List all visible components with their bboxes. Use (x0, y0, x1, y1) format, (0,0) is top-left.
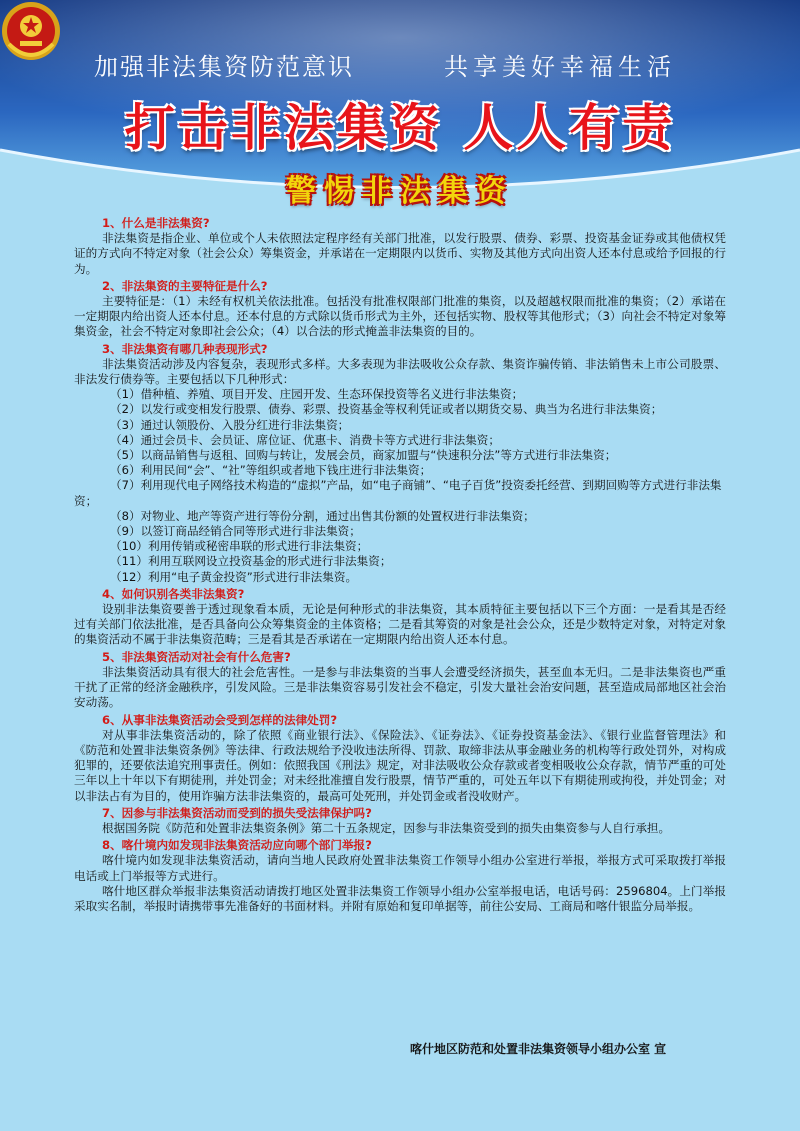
list-item: （8）对物业、地产等资产进行等份分割，通过出售其份额的处置权进行非法集资； (110, 508, 535, 523)
section-8-text-2: 喀什地区群众举报非法集资活动请拨打地区处置非法集资工作领导小组办公室举报电话，电话号码：2596804。上门举报采取实名制，举报时请携带事先准备好的书面材料。并附有原始和复印单据等，前往公安局、工商局和喀什银监分局举报。 (74, 883, 726, 913)
issuer-signature: 喀什地区防范和处置非法集资领导小组办公室 宣 (410, 1042, 667, 1056)
section-8-text: 喀什境内如发现非法集资活动，请向当地人民政府处置非法集资工作领导小组办公室进行举报，举报方式可采取拨打举报电话或上门举报等方式进行。 (74, 853, 726, 883)
section-4-title: 4、如何识别各类非法集资? (102, 586, 245, 601)
section-3-text: 非法集资活动涉及内容复杂，表现形式多样。大多表现为非法吸收公众存款、集资诈骗传销、非法销售未上市公司股票、非法发行债券等。主要包括以下几种形式： (74, 356, 726, 387)
list-item: （6）利用民间“会”、“社”等组织或者地下钱庄进行非法集资； (110, 463, 432, 478)
list-item: （10）利用传销或秘密串联的形式进行非法集资； (110, 539, 369, 554)
list-item: （2）以发行或变相发行股票、债券、彩票、投资基金等权利凭证或者以期货交易、典当为名进行非法集资； (110, 402, 663, 417)
section-7-title: 7、因参与非法集资活动而受到的损失受法律保护吗? (102, 805, 372, 820)
section-8-title: 8、喀什境内如发现非法集资活动应向哪个部门举报? (102, 838, 372, 853)
section-5-text: 非法集资活动具有很大的社会危害性。一是参与非法集资的当事人会遭受经济损失，甚至血本无归。二是非法集资也严重干扰了正常的经济金融秩序，引发风险。三是非法集资容易引发社会不稳定，引发大量社会治安问题，甚至造成局部地区社会治安动荡。 (74, 664, 726, 710)
header-banner (0, 0, 800, 215)
list-item: （3）通过认领股份、入股分红进行非法集资； (110, 417, 350, 432)
list-item: （9）以签订商品经销合同等形式进行非法集资； (110, 524, 361, 539)
list-item: （7）利用现代电子网络技术构造的“虚拟”产品，如“电子商铺”、“电子百货”投资委托经营、到期回购等方式进行非法集资； (74, 478, 722, 508)
list-item: （5）以商品销售与返租、回购与转让，发展会员，商家加盟与“快速积分法”等方式进行非法集资； (110, 448, 617, 463)
section-6-text: 对从事非法集资活动的，除了依照《商业银行法》、《保险法》、《证券法》、《证券投资基金法》、《银行业监督管理法》和《防范和处置非法集资条例》等法律、行政法规给予没收违法所得、罚款、取缔非法从事金融业务的机构等行政处罚外，对构成犯罪的，还要依法追究刑事责任。例如：依照我国《刑法》规定，对非法吸收公众存款或者变相吸收公众存款，情节严重的可处三年以上十年以下有期徒刑，并处罚金；对未经批准擅自发行股票，情节严重的，可处五年以下有期徒刑或拘役，并处罚金；对以非法占有为目的，使用诈骗方法非法集资的，最高可处死刑，并处罚金或者没收财产。 (74, 727, 726, 803)
list-item: （11）利用互联网设立投资基金的形式进行非法集资； (110, 554, 392, 569)
section-1-text: 非法集资是指企业、单位或个人未依照法定程序经有关部门批准，以发行股票、债券、彩票、投资基金证券或其他债权凭证的方式向不特定对象（社会公众）筹集资金，并承诺在一定期限内以货币、实物及其他方式向出资人还本付息或给予回报的行为。 (74, 231, 726, 276)
section-2-title: 2、非法集资的主要特征是什么? (102, 278, 268, 293)
police-emblem-icon (0, 0, 62, 62)
section-1-title: 1、什么是非法集资? (102, 216, 210, 230)
section-2-text: 主要特征是：（1）未经有权机关依法批准。包括没有批准权限部门批准的集资，以及超越权限而批准的集资；（2）承诺在一定期限内给出资人还本付息。还本付息的方式除以货币形式为主外，还包括实物、股权等其他形式；（3）向社会不特定对象筹集资金，社会不特定对象即社会公众；（4）以合法的形式掩盖非法集资的目的。 (74, 294, 726, 339)
section-3-title: 3、非法集资有哪几种表现形式? (102, 341, 268, 356)
list-item: （4）通过会员卡、会员证、席位证、优惠卡、消费卡等方式进行非法集资； (110, 432, 500, 447)
section-6-title: 6、从事非法集资活动会受到怎样的法律处罚? (102, 712, 338, 727)
sub-title: 警惕非法集资 (286, 174, 514, 209)
section-4-text: 设别非法集资要善于透过现象看本质，无论是何种形式的非法集资，其本质特征主要包括以下三个方面：一是看其是否经过有关部门依法批准，是否具备向公众筹集资金的主体资格；二是看其筹资的对象是社会公众，还是少数特定对象，对特定对象的集资活动不属于非法集资范畴；三是看其是否承诺在一定期限内给出资人还本付息。 (74, 602, 726, 647)
section-7-text: 根据国务院《防范和处置非法集资条例》第二十五条规定，因参与非法集资受到的损失由集资参与人自行承担。 (102, 820, 671, 835)
content-body (74, 214, 726, 914)
main-title: 打击非法集资 人人有责 (124, 99, 676, 157)
list-item: （1）借种植、养殖、项目开发、庄园开发、生态环保投资等名义进行非法集资； (110, 387, 524, 402)
section-5-title: 5、非法集资活动对社会有什么危害? (102, 649, 291, 664)
list-item: （12）利用“电子黄金投资”形式进行非法集资。 (110, 569, 358, 584)
slogan-right: 共享美好幸福生活 (444, 53, 676, 81)
slogan-left: 加强非法集资防范意识 (94, 53, 354, 81)
